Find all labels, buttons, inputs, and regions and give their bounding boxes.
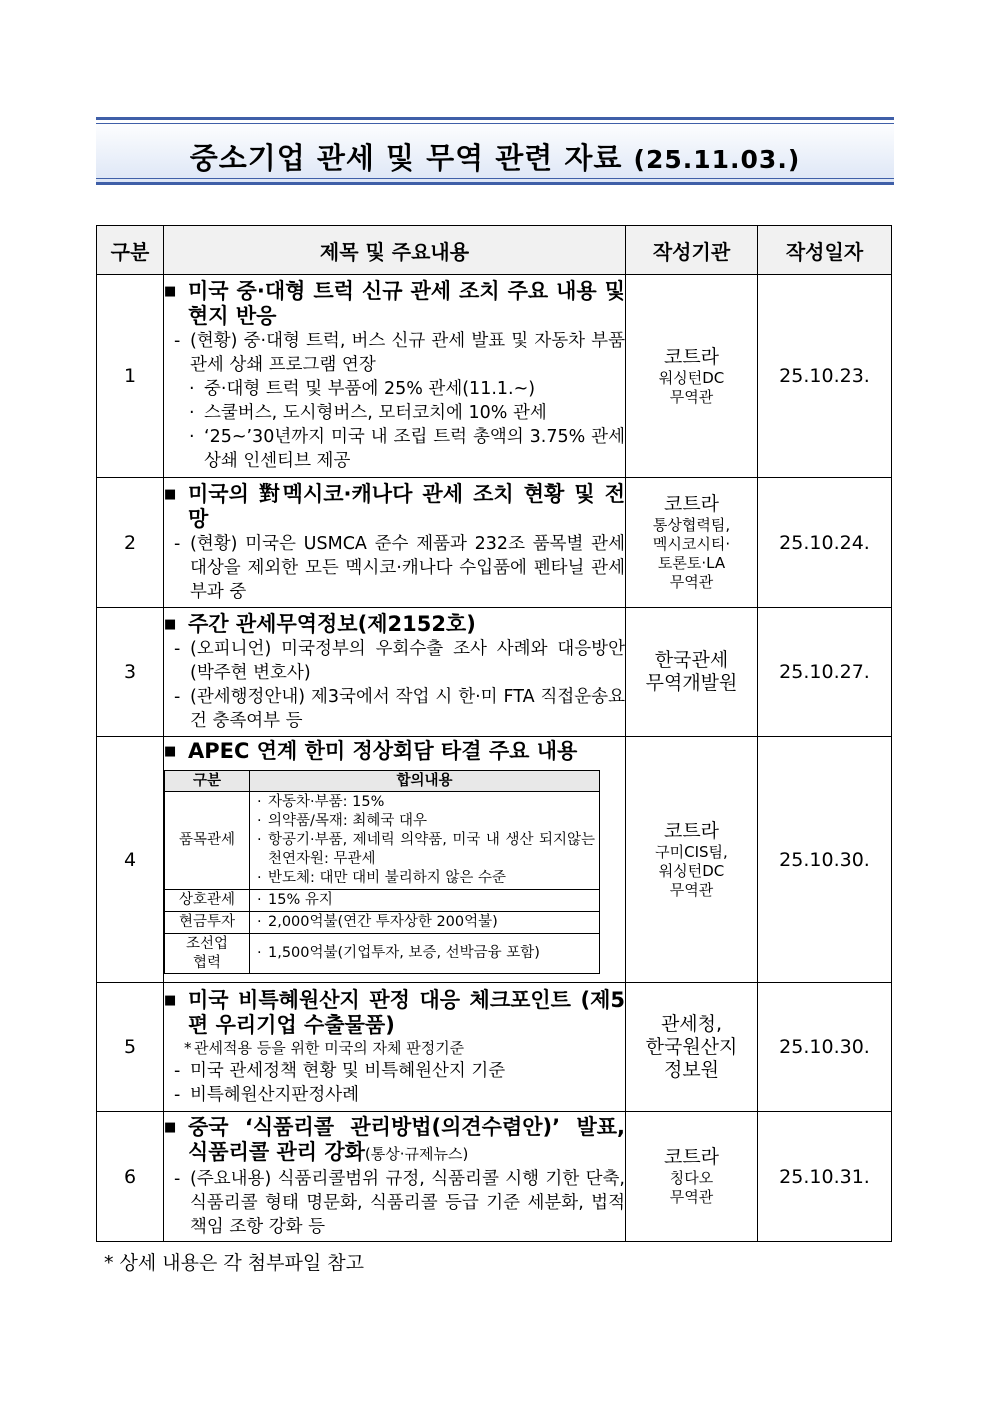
org-line: 토론토·LA [657,554,726,572]
row-number: 1 [97,275,164,478]
table-row [97,1112,892,1242]
row-number: 2 [97,478,164,608]
square-bullet-icon: ■ [164,744,177,759]
row-heading: ■ 주간 관세무역정보(제2152호) [164,611,476,636]
org-line: 무역관 [669,573,714,591]
org-line: 정보원 [663,1058,720,1081]
org-line: 통상협력팀, [652,516,731,534]
row-line: - 비특혜원산지판정사례 [164,1083,625,1107]
header-date: 작성일자 [758,226,892,275]
row-date: 25.10.30. [758,737,892,983]
agreement-header-cat: 구분 [165,771,250,792]
header-org: 작성기관 [626,226,758,275]
row-heading: ■ APEC 연계 한미 정상회담 타결 주요 내용 [164,739,578,763]
org-line: 워싱턴DC [658,368,725,387]
square-bullet-icon: ■ [164,486,177,502]
row-org [626,608,758,737]
row-line: - (오피니언) 미국정부의 우회수출 조사 사례와 대응방안(박주현 변호사) [164,637,625,685]
row-content [164,608,626,737]
row-line: · 중·대형 트럭 및 부품에 25% 관세(11.1.~) [164,377,625,401]
row-line: - (주요내용) 식품리콜범위 규정, 식품리콜 시행 기한 단축, 식품리콜 형태 명문화, 식품리콜 등급 기준 세분화, 법적 책임 조항 강화 등 [164,1167,625,1239]
table-row [97,737,892,983]
agreement-item: · 15% 유지 [254,891,595,910]
org-line: 코트라 [663,345,720,368]
table-row [97,983,892,1112]
table-row [97,478,892,608]
row-line: · 스쿨버스, 도시형버스, 모터코치에 10% 관세 [164,401,625,425]
header-row [97,226,892,275]
row-date: 25.10.31. [758,1112,892,1242]
square-bullet-icon: ■ [164,1119,177,1135]
row-heading: ■ 미국의 對멕시코·캐나다 관세 조치 현황 및 전망 [164,481,625,531]
org-line: 한국관세 [654,649,729,671]
square-bullet-icon: ■ [164,992,177,1008]
org-line: 코트라 [663,1146,720,1168]
row-date: 25.10.24. [758,478,892,608]
agreement-row [165,934,600,974]
row-number: 6 [97,1112,164,1242]
row-content [164,1112,626,1242]
row-line: - (현황) 미국은 USMCA 준수 제품과 232조 품목별 관세 대상을 제외한 모든 멕시코·캐나다 수입품에 펜타닐 관세 부과 중 [164,532,625,604]
table-row [97,275,892,478]
title-box [96,117,894,185]
row-heading: ■ 미국 중·대형 트럭 신규 관세 조치 주요 내용 및 현지 반응 [164,279,625,328]
title-date: (25.11.03.) [633,145,801,174]
row-date: 25.10.27. [758,608,892,737]
org-line: 무역관 [669,387,714,406]
row-heading: ■ 미국 비특혜원산지 판정 대응 체크포인트 (제5편 우리기업 수출물품) [164,987,625,1037]
row-line: - (관세행정안내) 제3국에서 작업 시 한·미 FTA 직접운송요건 충족여부 등 [164,685,625,733]
row-note: * 관세적용 등을 위한 미국의 자체 판정기준 [164,1038,625,1059]
square-bullet-icon: ■ [164,616,177,632]
agreement-cat: 현금투자 [165,912,250,934]
square-bullet-icon: ■ [164,284,177,299]
row-content [164,478,626,608]
row-heading: ■ 중국 ‘식품리콜 관리방법(의견수렴안)’ 발표, 식품리콜 관리 강화(통상·규제뉴스) [164,1114,625,1164]
agreement-item: · 자동차·부품: 15% [254,793,595,812]
agreement-item: · 1,500억불(기업투자, 보증, 선박금융 포함) [254,944,595,963]
title-main: 중소기업 관세 및 무역 관련 자료 [189,141,623,175]
page-title [96,136,894,177]
agreement-row [165,912,600,934]
org-line: 칭다오 [669,1169,714,1187]
org-line: 무역개발원 [645,672,738,694]
agreement-content [250,792,600,890]
agreement-table [164,770,600,974]
agreement-content [250,934,600,974]
org-line: 코트라 [663,819,720,842]
table-row [97,608,892,737]
org-line: 워싱턴DC [658,861,725,880]
agreement-item: · 항공기·부품, 제네릭 의약품, 미국 내 생산 되지않는 천연자원: 무관세 [254,831,595,869]
row-org [626,275,758,478]
row-number: 3 [97,608,164,737]
org-line: 관세청, [660,1012,723,1035]
footnote: * 상세 내용은 각 첨부파일 참고 [104,1252,364,1274]
heading-tag: (통상·규제뉴스) [364,1144,469,1163]
agreement-cat: 상호관세 [165,890,250,912]
row-content [164,737,626,983]
org-line: 코트라 [663,493,720,515]
org-line: 무역관 [669,1188,714,1206]
agreement-header-content: 합의내용 [250,771,600,792]
header-content: 제목 및 주요내용 [164,226,626,275]
row-line: · ‘25~’30년까지 미국 내 조립 트럭 총액의 3.75% 관세 상쇄 인센티브 제공 [164,425,625,473]
agreement-cat: 품목관세 [165,792,250,890]
row-date: 25.10.30. [758,983,892,1112]
org-line: 한국원산지 [645,1035,738,1058]
row-date: 25.10.23. [758,275,892,478]
agreement-cat: 조선업 협력 [165,934,250,974]
agreement-content [250,890,600,912]
row-org [626,1112,758,1242]
agreement-item: · 반도체: 대만 대비 불리하지 않은 수준 [254,869,595,888]
agreement-header-row [165,771,600,792]
agreement-item: · 의약품/목재: 최혜국 대우 [254,812,595,831]
agreement-row [165,890,600,912]
row-line: - 미국 관세정책 현황 및 비특혜원산지 기준 [164,1059,625,1083]
row-content [164,983,626,1112]
agreement-item: · 2,000억불(연간 투자상한 200억불) [254,913,595,932]
org-line: 멕시코시티· [652,535,731,553]
row-org [626,983,758,1112]
row-org [626,737,758,983]
org-line: 무역관 [669,880,714,899]
header-no: 구분 [97,226,164,275]
row-number: 5 [97,983,164,1112]
row-content [164,275,626,478]
org-line: 구미CIS팀, [655,842,728,861]
row-number: 4 [97,737,164,983]
agreement-row [165,792,600,890]
agreement-content [250,912,600,934]
row-line: - (현황) 중·대형 트럭, 버스 신규 관세 발표 및 자동차 부품 관세 상쇄 프로그램 연장 [164,329,625,377]
row-org [626,478,758,608]
main-table [96,225,892,1242]
